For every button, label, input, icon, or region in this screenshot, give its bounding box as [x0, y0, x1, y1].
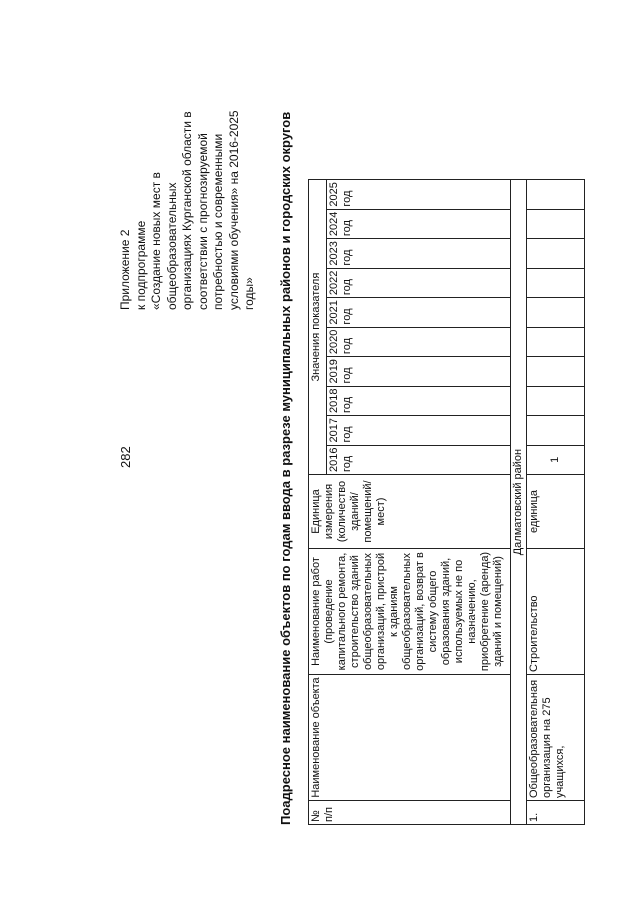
- row-value: [527, 268, 585, 297]
- year-header: 2017 год: [327, 416, 511, 445]
- year-header: 2021 год: [327, 298, 511, 327]
- objects-table: [308, 179, 585, 825]
- row-value: [527, 327, 585, 356]
- year-header: 2020 год: [327, 327, 511, 356]
- page-number: 282: [118, 446, 133, 468]
- region-row: Далматовский район: [511, 180, 527, 825]
- row-value: [527, 416, 585, 445]
- table-row: [527, 180, 585, 825]
- row-unit: единица: [527, 475, 585, 549]
- year-header: 2016 год: [327, 445, 511, 474]
- header-works: Наименование работ (проведение капитального ремонта, строительство зданий общеобразовательных организаций, пристрой к зданиям общеобразовательных организаций, возврат в систему общего образования зданий, используемых не по назначению, приобретение (аренда) зданий и помещений): [309, 549, 511, 675]
- row-value: [527, 298, 585, 327]
- row-object: Общеобразовательная организация на 275 учащихся,: [527, 675, 585, 801]
- year-header: 2018 год: [327, 386, 511, 415]
- row-value: [527, 209, 585, 238]
- year-header: 2022 год: [327, 268, 511, 297]
- year-header: 2025 год: [327, 180, 511, 209]
- header-num: № п/п: [309, 801, 511, 825]
- year-header: 2019 год: [327, 357, 511, 386]
- year-header: 2023 год: [327, 239, 511, 268]
- row-value: 1: [527, 445, 585, 474]
- row-value: [527, 180, 585, 209]
- row-works: Строительство: [527, 549, 585, 675]
- year-header: 2024 год: [327, 209, 511, 238]
- header-object: Наименование объекта: [309, 675, 511, 801]
- header-unit: Единица измерения (количество зданий/ помещений/ мест): [309, 475, 511, 549]
- row-value: [527, 386, 585, 415]
- row-num: 1.: [527, 801, 585, 825]
- row-value: [527, 357, 585, 386]
- row-value: [527, 239, 585, 268]
- annex-note: Приложение 2 к подпрограмме «Создание новых мест в общеобразовательных организациях Курганской области в соответствии с прогнозируемой потребностью и современными условиями обучения» на 2016-2025 годы»: [118, 110, 256, 310]
- page-title: Поадресное наименование объектов по годам ввода в разрезе муниципальных районов и городских округов: [278, 111, 293, 825]
- header-values: Значения показателя: [309, 180, 327, 475]
